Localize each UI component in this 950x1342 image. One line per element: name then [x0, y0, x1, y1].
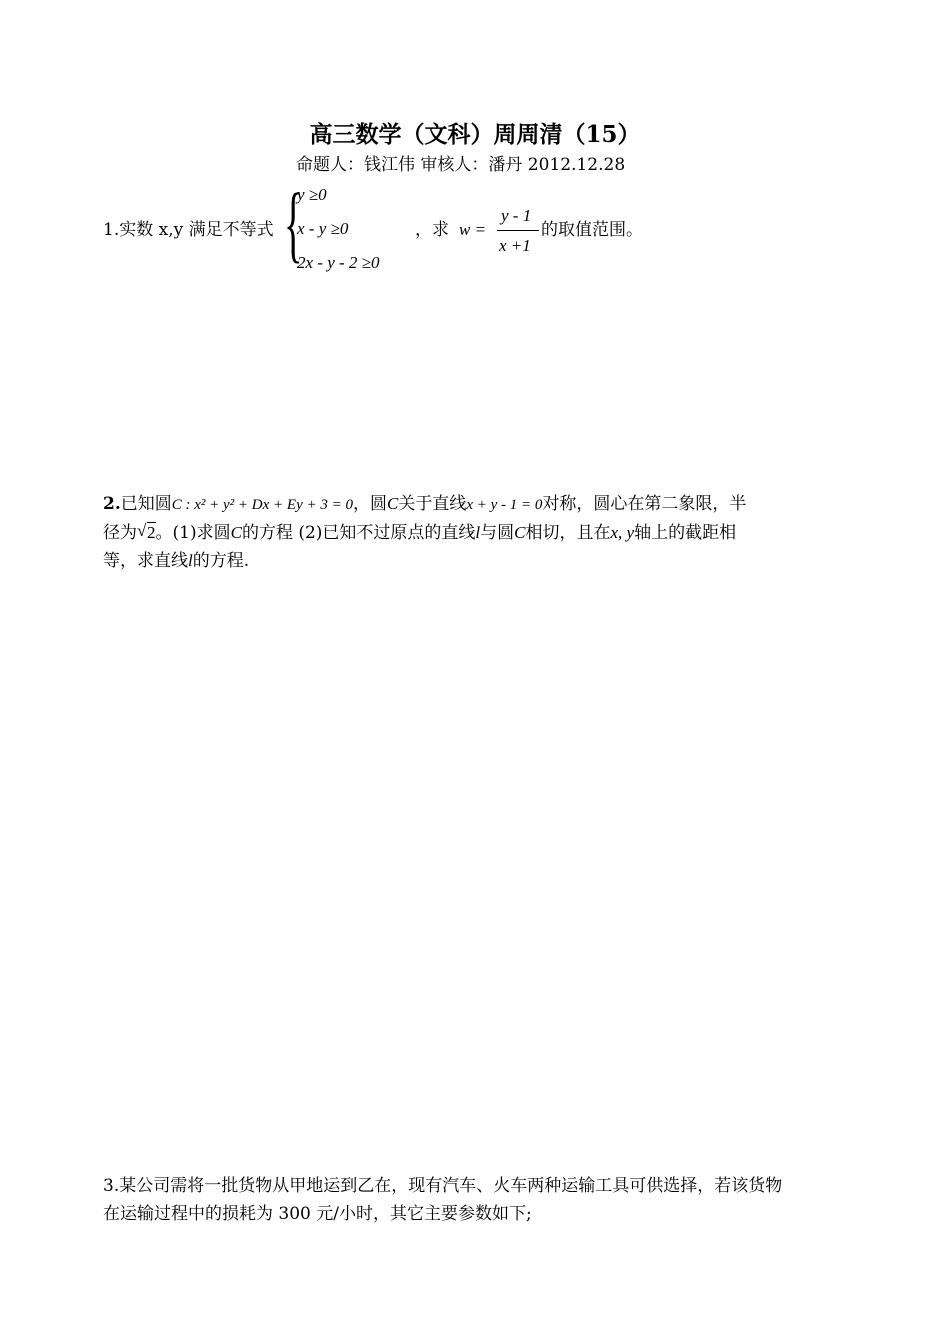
sqrt-radicand: 2 — [147, 523, 156, 542]
q1-tail: 的取值范围。 — [541, 220, 643, 240]
q2-text: 关于直线 — [398, 494, 467, 514]
q2-text: 径为 — [103, 523, 137, 543]
q2-text: 。(1)求圆 — [155, 523, 231, 543]
circle-symbol: C — [386, 494, 399, 513]
q1-lead: 1.实数 x,y 满足不等式 — [103, 220, 274, 240]
page-title: 高三数学（文科）周周清（15） — [309, 121, 641, 148]
system-brace: { — [284, 175, 303, 271]
q2-text: 的方程. — [192, 551, 250, 571]
inequality-1: y ≥0 — [297, 185, 327, 204]
q1-mid: ，求 — [415, 220, 449, 240]
q3-line-1: 3.某公司需将一批货物从甲地运到乙在，现有汽车、火车两种运输工具可供选择，若该货物 — [103, 1176, 783, 1196]
q2-line-2 — [103, 518, 736, 543]
q2-text: ，圆 — [352, 494, 387, 514]
w-symbol: w = — [459, 220, 487, 239]
q2-text: 与圆 — [480, 523, 515, 543]
q2-line-3 — [103, 546, 249, 571]
q2-text: 的方程 (2)已知不过原点的直线 — [241, 523, 476, 543]
line-symbol: l — [475, 523, 481, 542]
inequality-2: x - y ≥0 — [297, 219, 349, 238]
q2-text: 已知圆 — [120, 494, 172, 514]
sqrt-sign: √ — [137, 521, 147, 540]
q2-number: 2. — [103, 494, 121, 514]
circle-symbol: C — [514, 523, 526, 542]
author-line: 命题人：钱江伟 审核人：潘丹 2012.12.28 — [296, 155, 626, 175]
axes-symbols: x, y — [610, 523, 635, 542]
inequality-3: 2x - y - 2 ≥0 — [297, 253, 380, 272]
fraction-bar — [497, 230, 539, 231]
line-equation: x + y - 1 = 0 — [466, 497, 543, 513]
circle-symbol: C — [230, 523, 242, 542]
circle-equation: C : x² + y² + Dx + Ey + 3 = 0 — [171, 497, 353, 513]
q2-text: 轴上的截距相 — [634, 523, 737, 543]
q2-text: 对称，圆心在第二象限，半 — [542, 494, 747, 514]
line-symbol: l — [188, 551, 193, 570]
sqrt-two — [137, 523, 156, 542]
q2-text: 相切，且在 — [525, 523, 611, 543]
q2-text: 等，求直线 — [103, 551, 188, 571]
q3-line-2: 在运输过程中的损耗为 300 元/小时，其它主要参数如下; — [103, 1204, 532, 1224]
fraction-denominator: x +1 — [499, 236, 531, 255]
q2-line-1 — [103, 489, 746, 514]
fraction-numerator: y - 1 — [501, 206, 532, 225]
